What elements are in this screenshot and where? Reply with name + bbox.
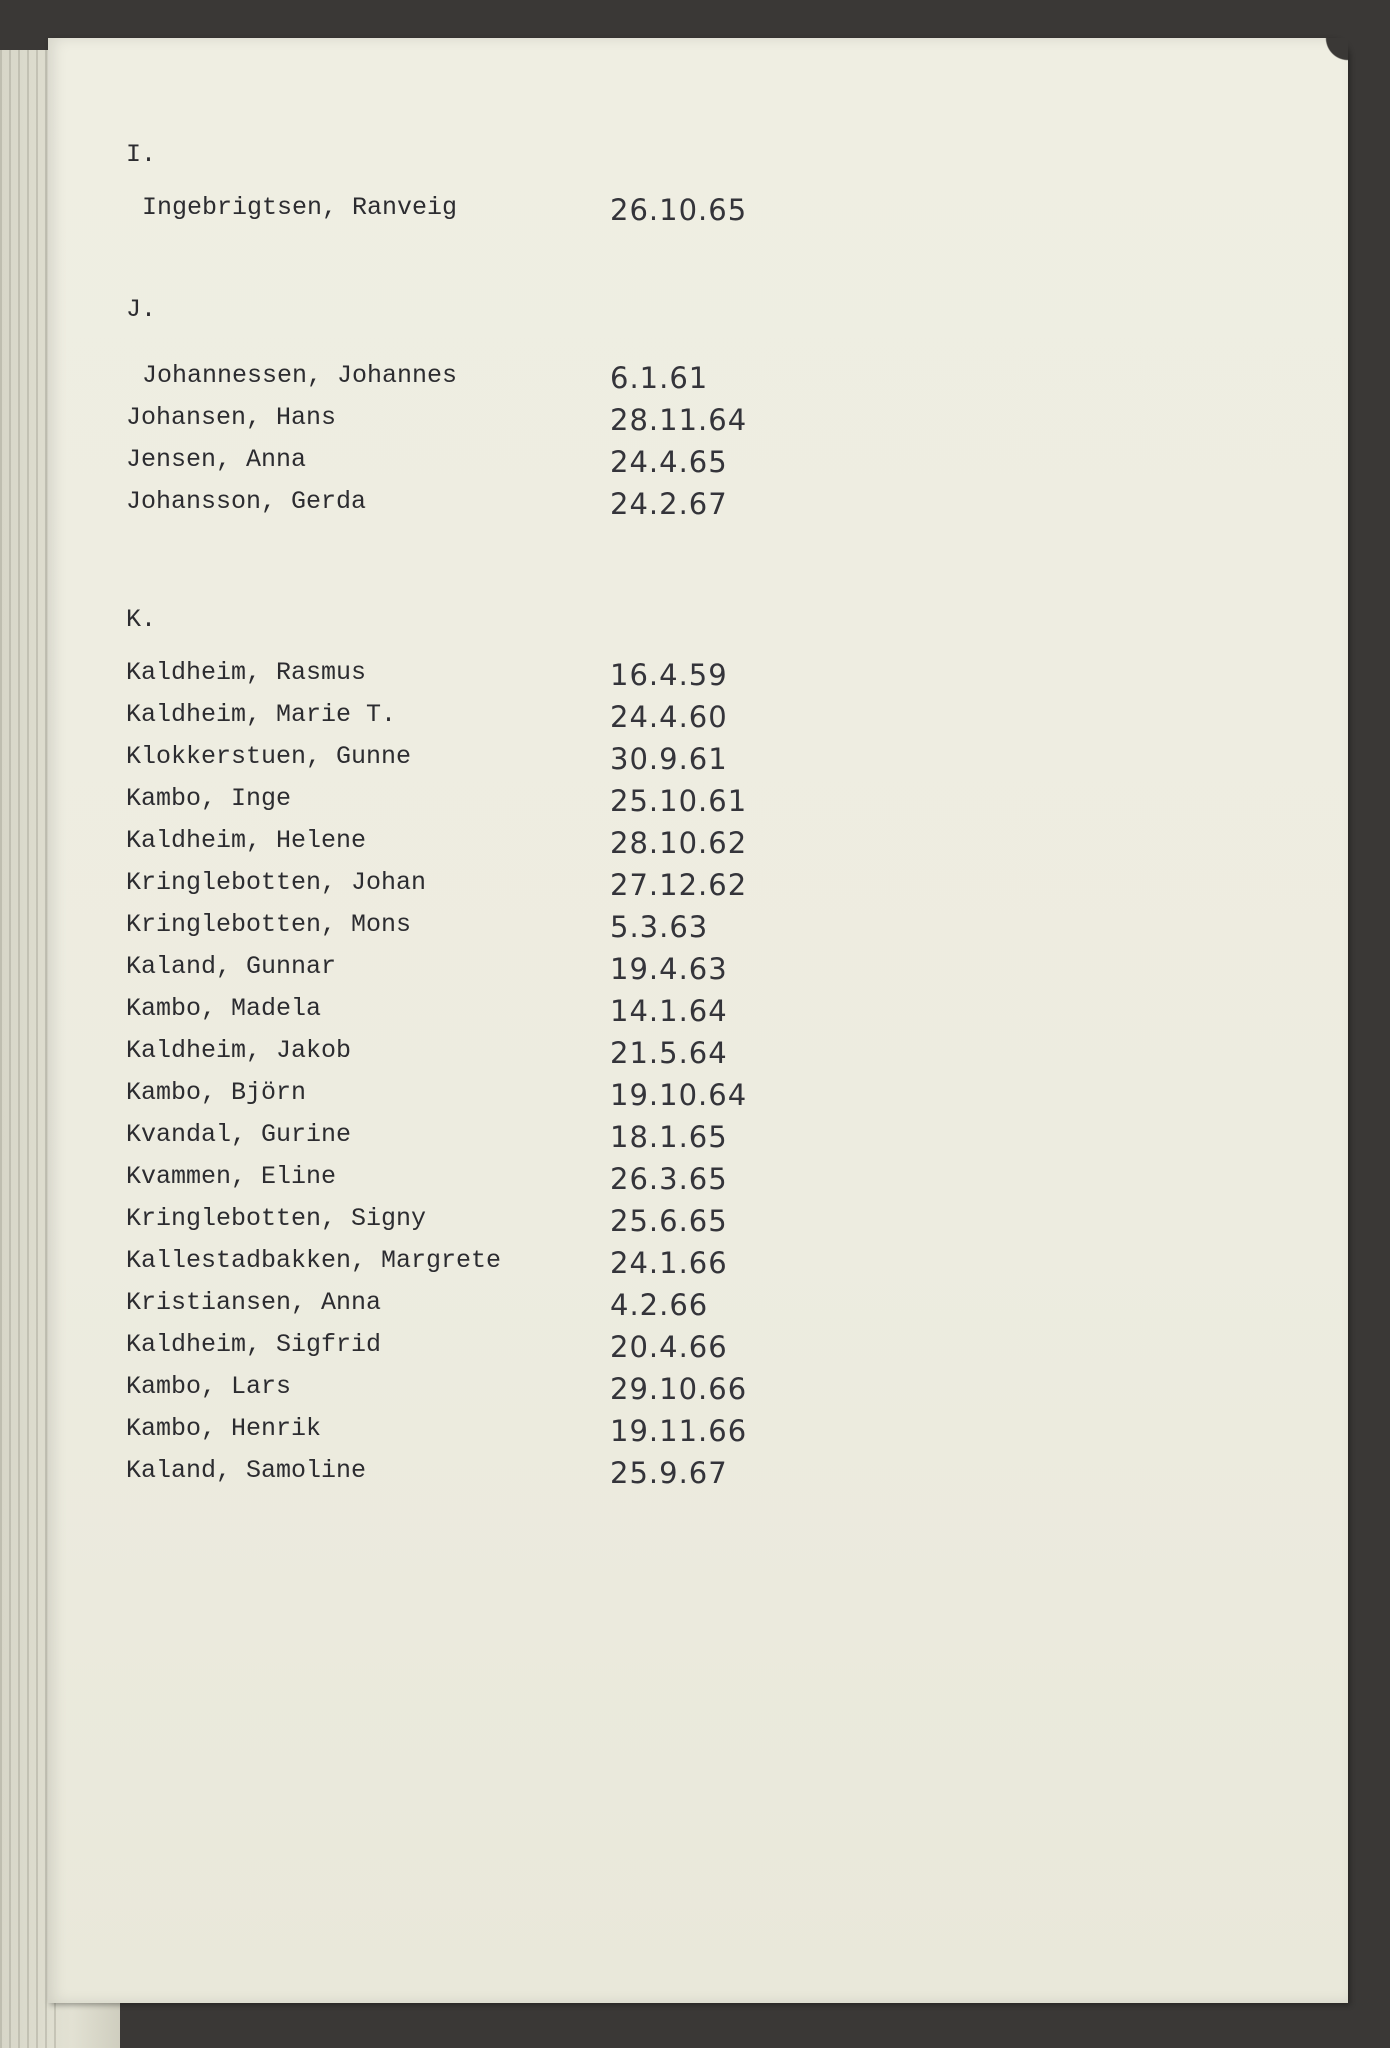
entry-date: 21.5.64 (610, 1036, 728, 1070)
entry-name: Kringlebotten, Signy (126, 1204, 427, 1233)
entry-date: 18.1.65 (610, 1120, 728, 1154)
entry-date: 28.11.64 (610, 403, 748, 437)
list-item (126, 193, 766, 227)
entry-name: Kambo, Madela (126, 994, 322, 1023)
entry-date: 19.11.66 (610, 1414, 748, 1448)
list-item (126, 361, 766, 395)
entry-name: Ingebrigtsen, Ranveig (142, 193, 458, 222)
entry-date: 19.4.63 (610, 952, 728, 986)
entry-date: 24.2.67 (610, 487, 728, 521)
entry-date: 24.4.60 (610, 700, 728, 734)
entry-date: 6.1.61 (610, 361, 709, 395)
list-item (126, 1456, 766, 1490)
entry-date: 30.9.61 (610, 742, 728, 776)
entry-name: Johansen, Hans (126, 403, 337, 432)
list-item (126, 868, 766, 902)
list-item (126, 403, 766, 437)
entry-name: Klokkerstuen, Gunne (126, 742, 412, 771)
entry-date: 24.1.66 (610, 1246, 728, 1280)
entry-name: Johansson, Gerda (126, 487, 367, 516)
entry-name: Kvammen, Eline (126, 1162, 337, 1191)
list-item (126, 487, 766, 521)
entry-name: Kaldheim, Rasmus (126, 658, 367, 687)
list-item (126, 445, 766, 479)
entry-name: Kaldheim, Helene (126, 826, 367, 855)
entry-name: Johannessen, Johannes (142, 361, 458, 390)
list-item (126, 1288, 766, 1322)
list-item (126, 1078, 766, 1112)
entry-date: 25.9.67 (610, 1456, 728, 1490)
entry-date: 29.10.66 (610, 1372, 748, 1406)
entry-name: Kaland, Gunnar (126, 952, 337, 981)
entry-name: Kvandal, Gurine (126, 1120, 352, 1149)
entry-name: Kallestadbakken, Margrete (126, 1246, 502, 1275)
entry-date: 20.4.66 (610, 1330, 728, 1364)
entry-name: Kaldheim, Jakob (126, 1036, 352, 1065)
list-item (126, 826, 766, 860)
list-item (126, 1330, 766, 1364)
list-item (126, 1162, 766, 1196)
entry-date: 27.12.62 (610, 868, 748, 902)
list-item (126, 952, 766, 986)
entry-date: 24.4.65 (610, 445, 728, 479)
list-item (126, 658, 766, 692)
list-item (126, 910, 766, 944)
entry-date: 25.6.65 (610, 1204, 728, 1238)
section-letter-j: J. (126, 295, 157, 324)
entry-date: 26.3.65 (610, 1162, 728, 1196)
entry-date: 25.10.61 (610, 784, 748, 818)
entry-name: Kambo, Inge (126, 784, 292, 813)
entry-name: Kristiansen, Anna (126, 1288, 382, 1317)
list-item (126, 784, 766, 818)
entry-date: 4.2.66 (610, 1288, 709, 1322)
entry-name: Jensen, Anna (126, 445, 307, 474)
list-item (126, 994, 766, 1028)
entry-name: Kaldheim, Sigfrid (126, 1330, 382, 1359)
list-item (126, 1246, 766, 1280)
list-item (126, 700, 766, 734)
entry-name: Kringlebotten, Mons (126, 910, 412, 939)
list-item (126, 1120, 766, 1154)
section-letter-i: I. (126, 140, 157, 169)
list-item (126, 1036, 766, 1070)
entry-name: Kringlebotten, Johan (126, 868, 427, 897)
entry-name: Kambo, Henrik (126, 1414, 322, 1443)
entry-date: 19.10.64 (610, 1078, 748, 1112)
list-item (126, 1414, 766, 1448)
entry-name: Kambo, Lars (126, 1372, 292, 1401)
entry-name: Kambo, Björn (126, 1078, 307, 1107)
list-item (126, 1372, 766, 1406)
entry-date: 16.4.59 (610, 658, 728, 692)
entry-date: 5.3.63 (610, 910, 709, 944)
list-item (126, 742, 766, 776)
entry-date: 28.10.62 (610, 826, 748, 860)
list-item (126, 1204, 766, 1238)
entry-name: Kaland, Samoline (126, 1456, 367, 1485)
entry-date: 26.10.65 (610, 193, 748, 227)
section-letter-k: K. (126, 605, 157, 634)
entry-date: 14.1.64 (610, 994, 728, 1028)
entry-name: Kaldheim, Marie T. (126, 700, 397, 729)
